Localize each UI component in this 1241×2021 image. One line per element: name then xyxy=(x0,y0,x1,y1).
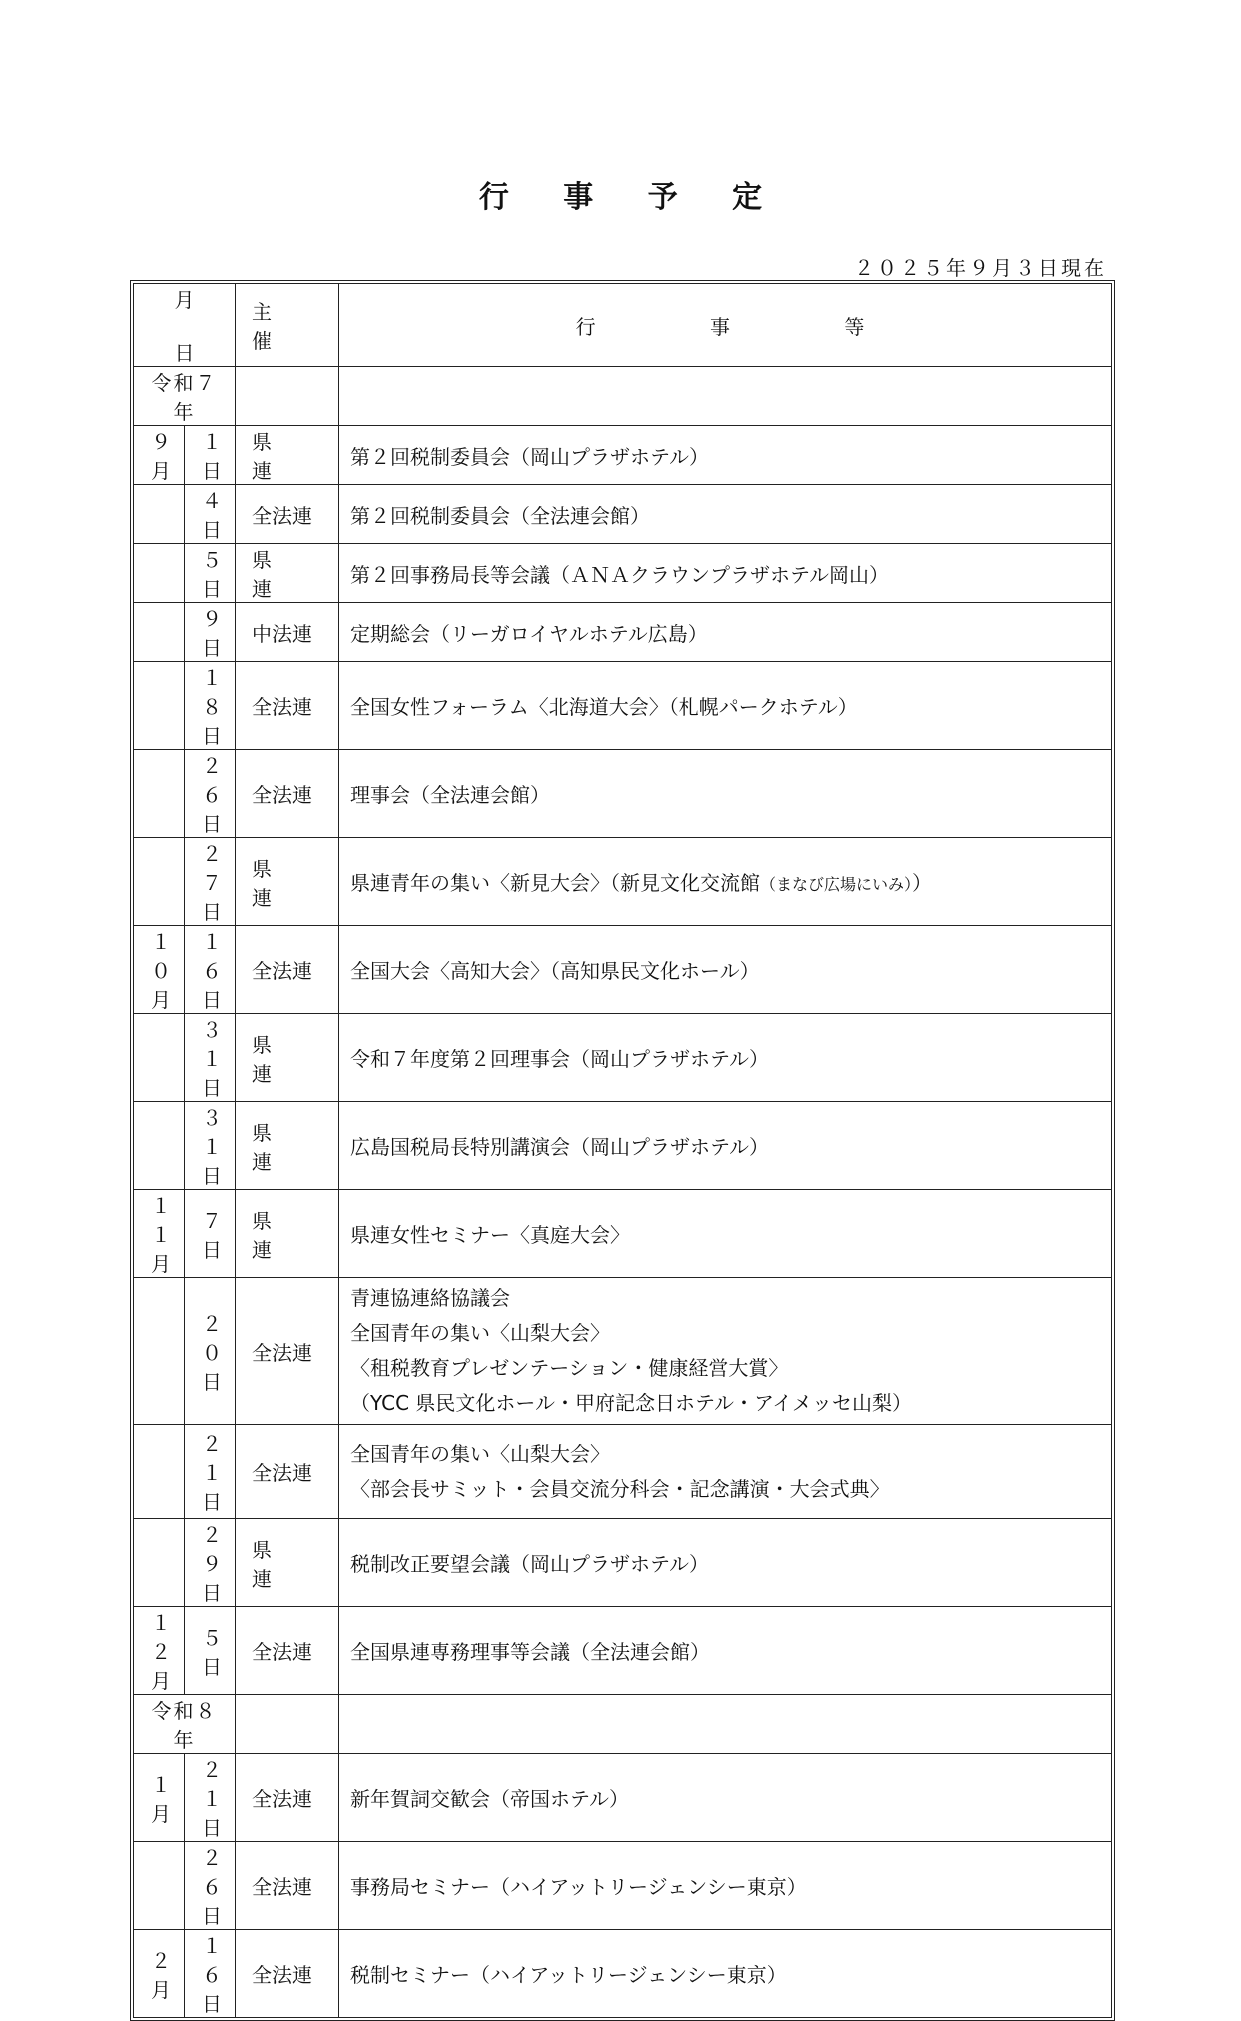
event-line: 青連協連絡協議会 xyxy=(350,1286,510,1310)
cell-event xyxy=(339,367,1112,426)
event-line: 〈租税教育プレゼンテーション・健康経営大賞〉 xyxy=(350,1356,789,1380)
schedule-body xyxy=(134,367,1112,2018)
era-row xyxy=(134,1695,1112,1754)
table-row xyxy=(134,1102,1112,1190)
cell-event xyxy=(339,1014,1112,1102)
cell-month xyxy=(134,1278,185,1425)
cell-event xyxy=(339,544,1112,603)
event-line: 全国青年の集い〈山梨大会〉 xyxy=(350,1321,610,1345)
cell-day: ９日 xyxy=(185,603,236,662)
cell-event xyxy=(339,1102,1112,1190)
header-month: 月 xyxy=(174,288,195,312)
table-row xyxy=(134,750,1112,838)
event-line: 税制セミナー（ハイアットリージェンシー東京） xyxy=(350,1963,787,1987)
cell-organizer: 全法連 xyxy=(236,1930,339,2018)
event-line: 第２回税制委員会（岡山プラザホテル） xyxy=(350,444,709,469)
event-line: 令和７年度第２回理事会（岡山プラザホテル） xyxy=(350,1047,769,1071)
cell-month: １０月 xyxy=(134,926,185,1014)
cell-event xyxy=(339,1190,1112,1278)
event-line: 全国女性フォーラム〈北海道大会〉（札幌パークホテル） xyxy=(350,695,858,719)
cell-day: ２０日 xyxy=(185,1278,236,1425)
cell-day: ５日 xyxy=(185,1607,236,1695)
cell-event xyxy=(339,1278,1112,1425)
table-row xyxy=(134,838,1112,926)
cell-organizer: 全法連 xyxy=(236,1754,339,1842)
cell-day: ２７日 xyxy=(185,838,236,926)
cell-organizer: 県 連 xyxy=(236,1014,339,1102)
as-of-date: ２０２５年９月３日現在 xyxy=(854,256,1107,280)
era-label: 令和８年 xyxy=(134,1695,236,1754)
cell-organizer: 県 連 xyxy=(236,426,339,485)
cell-organizer: 県 連 xyxy=(236,838,339,926)
cell-month xyxy=(134,1425,185,1519)
event-line: 第２回税制委員会（全法連会館） xyxy=(350,503,650,528)
cell-month xyxy=(134,838,185,926)
table-row xyxy=(134,926,1112,1014)
cell-month: ９月 xyxy=(134,426,185,485)
cell-month xyxy=(134,485,185,544)
table-row xyxy=(134,1754,1112,1842)
event-line: 全国大会〈高知大会〉（高知県民文化ホール） xyxy=(350,959,760,983)
header-month-day xyxy=(134,284,236,367)
event-venue-note: （まなび広場にいみ） xyxy=(760,875,913,894)
era-row xyxy=(134,367,1112,426)
event-line: 〈部会長サミット・会員交流分科会・記念講演・大会式典〉 xyxy=(350,1476,890,1501)
cell-day: １日 xyxy=(185,426,236,485)
table-row xyxy=(134,1842,1112,1930)
event-line: 広島国税局長特別講演会（岡山プラザホテル） xyxy=(350,1135,769,1159)
cell-event xyxy=(339,1695,1112,1754)
cell-day: ２１日 xyxy=(185,1425,236,1519)
cell-month: １２月 xyxy=(134,1607,185,1695)
table-row xyxy=(134,1014,1112,1102)
table-row xyxy=(134,1278,1112,1425)
cell-event xyxy=(339,426,1112,485)
cell-day: ２１日 xyxy=(185,1754,236,1842)
table-row xyxy=(134,1425,1112,1519)
cell-organizer: 全法連 xyxy=(236,926,339,1014)
cell-organizer: 県 連 xyxy=(236,1190,339,1278)
cell-day: ２６日 xyxy=(185,750,236,838)
cell-organizer: 全法連 xyxy=(236,1278,339,1425)
table-row xyxy=(134,1607,1112,1695)
cell-day: ３１日 xyxy=(185,1014,236,1102)
header-event: 行 事 等 xyxy=(339,284,1112,367)
cell-event xyxy=(339,750,1112,838)
cell-month xyxy=(134,1014,185,1102)
cell-day: ２６日 xyxy=(185,1842,236,1930)
table-row xyxy=(134,1190,1112,1278)
cell-month xyxy=(134,603,185,662)
cell-organizer xyxy=(236,367,339,426)
cell-event xyxy=(339,1519,1112,1607)
cell-organizer: 全法連 xyxy=(236,485,339,544)
schedule-table xyxy=(133,283,1112,2018)
table-row xyxy=(134,1519,1112,1607)
cell-event xyxy=(339,1842,1112,1930)
cell-event xyxy=(339,926,1112,1014)
event-line: 第２回事務局長等会議（ＡＮＡクラウンプラザホテル岡山） xyxy=(350,562,889,587)
cell-organizer: 全法連 xyxy=(236,1425,339,1519)
table-row xyxy=(134,662,1112,750)
cell-organizer xyxy=(236,1695,339,1754)
event-line: 全国県連専務理事等会議（全法連会館） xyxy=(350,1640,710,1664)
event-line: 県連女性セミナー〈真庭大会〉 xyxy=(350,1223,630,1247)
event-line: 全国青年の集い〈山梨大会〉 xyxy=(350,1441,610,1466)
cell-organizer: 全法連 xyxy=(236,662,339,750)
era-label: 令和７年 xyxy=(134,367,236,426)
schedule-table-frame xyxy=(130,280,1115,2021)
cell-event xyxy=(339,603,1112,662)
cell-organizer: 県 連 xyxy=(236,1519,339,1607)
table-row xyxy=(134,544,1112,603)
header-organizer: 主 催 xyxy=(236,284,339,367)
cell-organizer: 全法連 xyxy=(236,1607,339,1695)
cell-day: １８日 xyxy=(185,662,236,750)
cell-organizer: 県 連 xyxy=(236,1102,339,1190)
event-line: 税制改正要望会議（岡山プラザホテル） xyxy=(350,1552,709,1576)
cell-day: ７日 xyxy=(185,1190,236,1278)
cell-day: ４日 xyxy=(185,485,236,544)
cell-month: ２月 xyxy=(134,1930,185,2018)
header-row xyxy=(134,284,1112,367)
event-tail: ） xyxy=(912,871,933,895)
cell-organizer: 全法連 xyxy=(236,750,339,838)
cell-event xyxy=(339,662,1112,750)
cell-month: １１月 xyxy=(134,1190,185,1278)
cell-month xyxy=(134,662,185,750)
cell-day: ５日 xyxy=(185,544,236,603)
cell-event xyxy=(339,1425,1112,1519)
cell-day: １６日 xyxy=(185,926,236,1014)
header-day: 日 xyxy=(174,341,195,365)
cell-event xyxy=(339,1930,1112,2018)
table-row xyxy=(134,485,1112,544)
cell-day: １６日 xyxy=(185,1930,236,2018)
table-row xyxy=(134,603,1112,662)
cell-organizer: 全法連 xyxy=(236,1842,339,1930)
cell-month xyxy=(134,1102,185,1190)
cell-month xyxy=(134,750,185,838)
cell-month xyxy=(134,1842,185,1930)
table-row xyxy=(134,1930,1112,2018)
event-line: 新年賀詞交歓会（帝国ホテル） xyxy=(350,1787,629,1811)
cell-organizer: 中法連 xyxy=(236,603,339,662)
cell-month: １月 xyxy=(134,1754,185,1842)
table-row xyxy=(134,426,1112,485)
event-line: （YCC 県民文化ホール・甲府記念日ホテル・アイメッセ山梨） xyxy=(350,1391,913,1415)
cell-event xyxy=(339,485,1112,544)
event-line: 定期総会（リーガロイヤルホテル広島） xyxy=(350,621,708,646)
cell-event xyxy=(339,1607,1112,1695)
event-line: 県連青年の集い〈新見大会〉（新見文化交流館 xyxy=(350,871,760,895)
cell-event xyxy=(339,838,1112,926)
cell-organizer: 県 連 xyxy=(236,544,339,603)
event-line: 理事会（全法連会館） xyxy=(350,783,550,807)
cell-month xyxy=(134,1519,185,1607)
cell-day: ３１日 xyxy=(185,1102,236,1190)
cell-day: ２９日 xyxy=(185,1519,236,1607)
page-title: 行 事 予 定 xyxy=(478,180,785,215)
event-line: 事務局セミナー（ハイアットリージェンシー東京） xyxy=(350,1875,807,1899)
cell-month xyxy=(134,544,185,603)
cell-event xyxy=(339,1754,1112,1842)
